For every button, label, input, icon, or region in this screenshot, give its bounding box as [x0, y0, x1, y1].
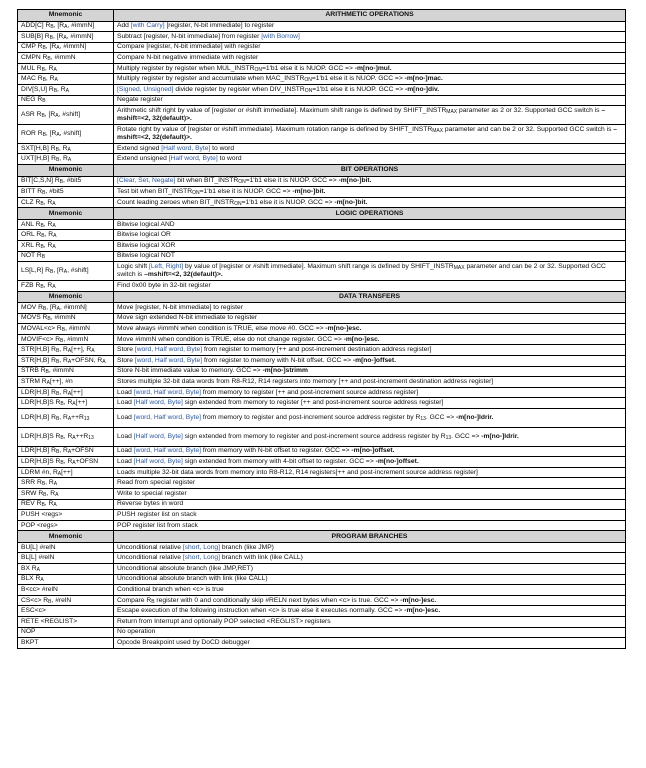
section-title: BIT OPERATIONS	[114, 165, 626, 177]
description-cell: Multiply register by register when $MUL\_INSTR_{ON}=1'b1$ else it is NUOP. GCC => -m[no-]mul.	[114, 63, 626, 74]
instruction-row	[18, 95, 626, 106]
mnemonic-cell: RETE <REGLIST>	[18, 617, 114, 628]
description-cell: Bitwise logical XOR	[114, 241, 626, 252]
section-title: LOGIC OPERATIONS	[114, 208, 626, 220]
instruction-row	[18, 143, 626, 154]
section-header-row	[18, 10, 626, 22]
instruction-set-body	[18, 10, 626, 649]
mnemonic-cell: BKPT	[18, 638, 114, 649]
instruction-row	[18, 251, 626, 262]
mnemonic-cell: MUL $R_B$, $R_A$	[18, 63, 114, 74]
description-cell: Unconditional absolute branch with link (like CALL)	[114, 574, 626, 585]
description-cell: Load [Half word, Byte] sign extended from memory to register [++ and post-increment source address register]	[114, 398, 626, 409]
description-cell: Logic shift [Left, Right] by value of [register or #shift immediate]. Maximum shift range is defined by $SHIFT\_INSTR_{MAX}$ parameter and can be 2 or 32. Supported GCC switch is –mshift=<2, 32(default)>.	[114, 262, 626, 281]
instruction-row	[18, 21, 626, 32]
instruction-row	[18, 564, 626, 575]
description-cell: Bitwise logical OR	[114, 230, 626, 241]
mnemonic-cell: CMP $R_B$, [$R_A$, #immN]	[18, 42, 114, 53]
section-header-row	[18, 291, 626, 303]
instruction-row	[18, 176, 626, 187]
mnemonic-cell: MOVS $R_B$, #immN	[18, 313, 114, 324]
instruction-row	[18, 334, 626, 345]
instruction-row	[18, 595, 626, 606]
mnemonic-cell: SRR $R_B$, $R_A$	[18, 478, 114, 489]
description-cell: Find 0x00 byte in 32-bit register	[114, 280, 626, 291]
instruction-row	[18, 499, 626, 510]
mnemonic-cell: LDR[H,B]S $R_B$, $R_A++R_{13}$	[18, 427, 114, 446]
description-cell: Arithmetic shift right by value of [register or #shift immediate]. Maximum shift range is defined by $SHIFT\_INSTR_{MAX}$ parameter as 2 or 32. Supported GCC switch is –mshift=<2, 32(default)>.	[114, 106, 626, 125]
instruction-set-table	[17, 9, 626, 649]
instruction-row	[18, 377, 626, 388]
instruction-row	[18, 154, 626, 165]
instruction-row	[18, 366, 626, 377]
description-cell: Negate register	[114, 95, 626, 106]
instruction-row	[18, 230, 626, 241]
mnemonic-cell: STRB $R_B$, #immN	[18, 366, 114, 377]
mnemonic-column-header: Mnemonic	[18, 208, 114, 220]
mnemonic-cell: ASR $R_B$, [$R_A$, #shift]	[18, 106, 114, 125]
instruction-row	[18, 303, 626, 314]
instruction-row	[18, 125, 626, 144]
mnemonic-cell: BX $R_A$	[18, 564, 114, 575]
description-cell: Count leading zeroes when $BIT\_INSTR_{ON}=1'b1$ else it is NUOP. GCC => -m[no-]bit.	[114, 197, 626, 208]
description-cell: Write to special register	[114, 488, 626, 499]
description-cell: Unconditional relative [short, Long] branch with link (like CALL)	[114, 553, 626, 564]
mnemonic-cell: ADD[C] $R_B$, [$R_A$, #immN]	[18, 21, 114, 32]
description-cell: Compare N-bit negative immediate with register	[114, 53, 626, 64]
mnemonic-cell: XRL $R_B$, $R_A$	[18, 241, 114, 252]
description-cell: Return from Interrupt and optionally POP selected <REGLIST> registers	[114, 617, 626, 628]
description-cell: Bitwise logical NOT	[114, 251, 626, 262]
description-cell: Extend unsigned [Half word, Byte] to word	[114, 154, 626, 165]
mnemonic-cell: BLX $R_A$	[18, 574, 114, 585]
instruction-row	[18, 219, 626, 230]
mnemonic-column-header: Mnemonic	[18, 531, 114, 543]
instruction-row	[18, 197, 626, 208]
mnemonic-cell: ANL $R_B$, $R_A$	[18, 219, 114, 230]
mnemonic-cell: SRW $R_B$, $R_A$	[18, 488, 114, 499]
instruction-row	[18, 241, 626, 252]
section-header-row	[18, 165, 626, 177]
description-cell: Load [word, Half word, Byte] from memory to register and post-increment source address register by $R_{13}$. GCC => -m[no-]ldrir.	[114, 409, 626, 428]
mnemonic-cell: ORL $R_B$, $R_A$	[18, 230, 114, 241]
description-cell: Move always #immN when condition is TRUE, else move #0. GCC => -m[no-]esc.	[114, 324, 626, 335]
instruction-row	[18, 187, 626, 198]
description-cell: PUSH register list on stack	[114, 510, 626, 521]
mnemonic-cell: LDR[H,B]S $R_B$, $R_A[++]$	[18, 398, 114, 409]
instruction-row	[18, 467, 626, 478]
section-header-row	[18, 531, 626, 543]
section-header-row	[18, 208, 626, 220]
instruction-row	[18, 398, 626, 409]
instruction-row	[18, 345, 626, 356]
instruction-row	[18, 488, 626, 499]
mnemonic-cell: MOVIF<c> $R_B$, #immN	[18, 334, 114, 345]
mnemonic-cell: $CS<c> R_B$, #relN	[18, 595, 114, 606]
mnemonic-cell: MOV $R_B$, [$R_A$, #immN]	[18, 303, 114, 314]
description-cell: Opcode Breakpoint used by DoCD debugger	[114, 638, 626, 649]
mnemonic-cell: LDR[H,B] $R_B$, $R_A++R_{13}$	[18, 409, 114, 428]
instruction-row	[18, 638, 626, 649]
description-cell: Bitwise logical AND	[114, 219, 626, 230]
instruction-row	[18, 63, 626, 74]
instruction-row	[18, 478, 626, 489]
mnemonic-cell: SXT[H,B] $R_B$, $R_A$	[18, 143, 114, 154]
instruction-row	[18, 553, 626, 564]
instruction-row	[18, 585, 626, 596]
mnemonic-column-header: Mnemonic	[18, 10, 114, 22]
instruction-row	[18, 457, 626, 468]
mnemonic-cell: NOT $R_B$	[18, 251, 114, 262]
mnemonic-column-header: Mnemonic	[18, 165, 114, 177]
section-title: PROGRAM BRANCHES	[114, 531, 626, 543]
description-cell: Add [with Carry] [register, N-bit immediate] to register	[114, 21, 626, 32]
description-cell: Escape execution of the following instruction when <c> is true else it executes normally. GCC => -m[no-]esc.	[114, 606, 626, 617]
instruction-row	[18, 106, 626, 125]
mnemonic-cell: MOVAL<c> $R_B$, #immN	[18, 324, 114, 335]
description-cell: Multiply register by register and accumulate when $MAC\_INSTR_{ON}=1'b1$ else it is NUOP. GCC => -m[no-]mac.	[114, 74, 626, 85]
instruction-row	[18, 606, 626, 617]
mnemonic-cell: FZB $R_B$, $R_A$	[18, 280, 114, 291]
description-cell: Extend signed [Half word, Byte] to word	[114, 143, 626, 154]
instruction-row	[18, 85, 626, 96]
description-cell: Store [word, Half word, Byte] from register to memory [++ and post-increment destination address register]	[114, 345, 626, 356]
mnemonic-cell: NOP	[18, 627, 114, 638]
mnemonic-cell: STRM $R_A[++]$, #n	[18, 377, 114, 388]
mnemonic-cell: MAC $R_B$, $R_A$	[18, 74, 114, 85]
instruction-row	[18, 74, 626, 85]
instruction-row	[18, 627, 626, 638]
description-cell: Test bit when $BIT\_INSTR_{ON}=1'b1$ else it is NUOP. GCC => -m[no-]bit.	[114, 187, 626, 198]
description-cell: Compare $R_B$ register with 0 and conditionally skip #RELN next bytes when <c> is true. GCC => -m[no-]esc.	[114, 595, 626, 606]
description-cell: Stores multiple 32-bit data words from R8-R12, R14 registers into memory [++ and post-increment destination address register]	[114, 377, 626, 388]
mnemonic-cell: REV $R_B$, $R_A$	[18, 499, 114, 510]
description-cell: Store N-bit immediate value to memory. GCC => -m[no-]strimm	[114, 366, 626, 377]
mnemonic-cell: SUB[B] $R_B$, [$R_A$, #immN]	[18, 32, 114, 43]
mnemonic-cell: BIT[C,S,N] $R_B$, #bit5	[18, 176, 114, 187]
mnemonic-cell: PUSH <regs>	[18, 510, 114, 521]
description-cell: Reverse bytes in word	[114, 499, 626, 510]
description-cell: Unconditional absolute branch (like JMP,RET)	[114, 564, 626, 575]
description-cell: Subtract [register, N-bit immediate] from register [with Borrow]	[114, 32, 626, 43]
mnemonic-cell: LDR[H,B] $R_B$, $R_A+OFSN$	[18, 446, 114, 457]
description-cell: Move sign extended N-bit immediate to register	[114, 313, 626, 324]
description-cell: Rotate right by value of [register or #shift immediate]. Maximum rotation range is defined by $SHIFT\_INSTR_{MAX}$ parameter and can be 2 or 32. Supported GCC switch is –mshift=<2, 32(default)>.	[114, 125, 626, 144]
description-cell: Move #immN when condition is TRUE, else do not change register. GCC => -m[no-]esc.	[114, 334, 626, 345]
mnemonic-cell: LS[L,R] $R_B$, [$R_A$, #shift]	[18, 262, 114, 281]
mnemonic-cell: CLZ $R_B$, $R_A$	[18, 197, 114, 208]
description-cell: Store [word, Half word, Byte] from register to memory with N-bit offset. GCC => -m[no-]offset.	[114, 356, 626, 367]
instruction-row	[18, 262, 626, 281]
mnemonic-cell: STR[H,B] $R_B$, $R_A[++]$, $R_A$	[18, 345, 114, 356]
instruction-row	[18, 409, 626, 428]
instruction-row	[18, 446, 626, 457]
mnemonic-cell: BL[L] #relN	[18, 553, 114, 564]
section-title: ARITHMETIC OPERATIONS	[114, 10, 626, 22]
description-cell: Unconditional relative [short, Long] branch (like JMP)	[114, 542, 626, 553]
instruction-row	[18, 42, 626, 53]
mnemonic-cell: LDR[H,B] $R_B$, $R_A[++]$	[18, 387, 114, 398]
instruction-row	[18, 53, 626, 64]
description-cell: Compare [register, N-bit immediate] with register	[114, 42, 626, 53]
instruction-row	[18, 313, 626, 324]
instruction-row	[18, 280, 626, 291]
instruction-row	[18, 324, 626, 335]
instruction-row	[18, 520, 626, 531]
description-cell: No operation	[114, 627, 626, 638]
mnemonic-cell: BITT $R_B$, #bit5	[18, 187, 114, 198]
description-cell: [Clear, Set, Negate] bit when $BIT\_INSTR_{ON}=1'b1$ else it is NUOP. GCC => -m[no-]bit.	[114, 176, 626, 187]
instruction-row	[18, 427, 626, 446]
description-cell: Loads multiple 32-bit data words from memory into R8-R12, R14 registers[++ and post-increment source address register]	[114, 467, 626, 478]
mnemonic-cell: NEG $R_B$	[18, 95, 114, 106]
mnemonic-cell: ESC<c>	[18, 606, 114, 617]
description-cell: Conditional branch when <c> is true	[114, 585, 626, 596]
mnemonic-column-header: Mnemonic	[18, 291, 114, 303]
section-title: DATA TRANSFERS	[114, 291, 626, 303]
instruction-row	[18, 574, 626, 585]
instruction-row	[18, 32, 626, 43]
mnemonic-cell: CMPN $R_B$, #immN	[18, 53, 114, 64]
instruction-row	[18, 510, 626, 521]
mnemonic-cell: BU[L] #relN	[18, 542, 114, 553]
mnemonic-cell: LDR[H,B]S $R_B$, $R_A+OFSN$	[18, 457, 114, 468]
mnemonic-cell: POP <regs>	[18, 520, 114, 531]
instruction-row	[18, 542, 626, 553]
mnemonic-cell: B<cc> #relN	[18, 585, 114, 596]
instruction-row	[18, 356, 626, 367]
description-cell: Read from special register	[114, 478, 626, 489]
description-cell: Move [register, N-bit immediate] to register	[114, 303, 626, 314]
description-cell: Load [word, Half word, Byte] from memory to register [++ and post-increment source address register]	[114, 387, 626, 398]
mnemonic-cell: ROR $R_B$, [$R_A$, #shift]	[18, 125, 114, 144]
mnemonic-cell: LDRM #n, $R_A[++]$	[18, 467, 114, 478]
description-cell: Load [word, Half word, Byte] from memory with N-bit offset to register. GCC => -m[no-]offset.	[114, 446, 626, 457]
description-cell: Load [Half word, Byte] sign extended from memory to register and post-increment source address register by $R_{13}$. GCC => -m[no-]ldrir.	[114, 427, 626, 446]
description-cell: POP register list from stack	[114, 520, 626, 531]
instruction-row	[18, 387, 626, 398]
mnemonic-cell: DIV[S,U] $R_B$, $R_A$	[18, 85, 114, 96]
mnemonic-cell: UXT[H,B] $R_B$, $R_A$	[18, 154, 114, 165]
description-cell: Load [Half word, Byte] sign extended from memory with 4-bit offset to register. GCC => -m[no-]offset.	[114, 457, 626, 468]
instruction-row	[18, 617, 626, 628]
description-cell: [Signed, Unsigned] divide register by register when $DIV\_INSTR_{ON}=1'b1$ else it is NUOP. GCC => -m[no-]div.	[114, 85, 626, 96]
mnemonic-cell: STR[H,B] $R_B$, $R_A+OFSN$, $R_A$	[18, 356, 114, 367]
